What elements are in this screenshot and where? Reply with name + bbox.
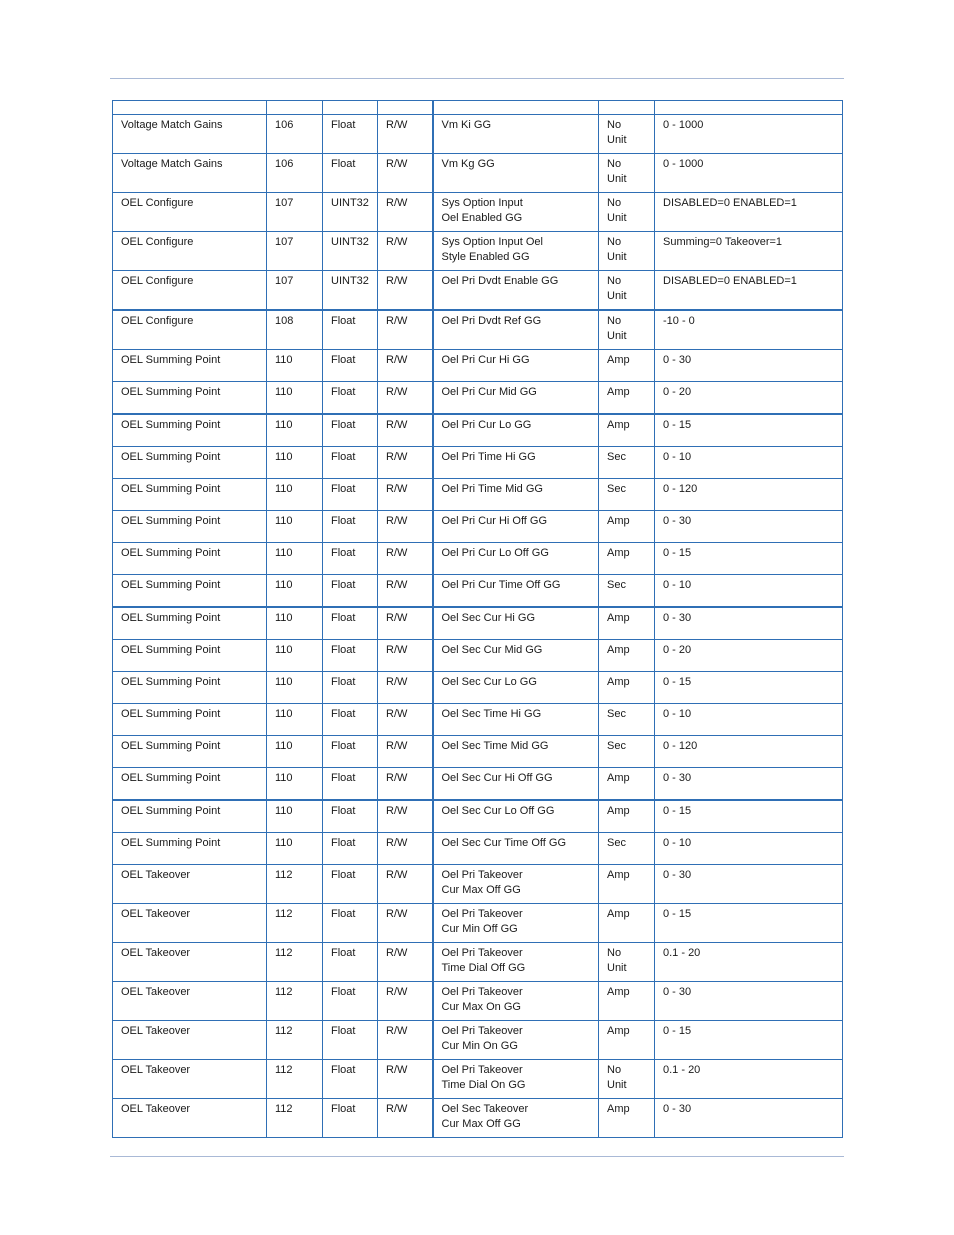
cell-unit: Sec — [599, 704, 655, 736]
table-row — [113, 271, 843, 311]
cell-range: 0 - 30 — [655, 511, 843, 543]
table-row — [113, 232, 843, 271]
table-row — [113, 982, 843, 1021]
cell-unit: Sec — [599, 479, 655, 511]
cell-access: R/W — [378, 943, 433, 982]
table-row — [113, 154, 843, 193]
table-row — [113, 511, 843, 543]
cell-access: R/W — [378, 154, 433, 193]
cell-group: OEL Takeover — [113, 865, 267, 904]
cell-type: Float — [323, 736, 378, 768]
cell-range: 0 - 30 — [655, 607, 843, 640]
cell-parameter: Vm Kg GG — [433, 154, 599, 193]
cell-type: Float — [323, 800, 378, 833]
cell-register: 110 — [267, 382, 323, 415]
cell-group: OEL Configure — [113, 232, 267, 271]
cell-parameter: Oel Pri Takeover Cur Max On GG — [433, 982, 599, 1021]
cell-parameter: Oel Sec Time Mid GG — [433, 736, 599, 768]
cell-type: Float — [323, 672, 378, 704]
cell-unit: No Unit — [599, 193, 655, 232]
footer-rule — [110, 1156, 844, 1157]
cell-access: R/W — [378, 543, 433, 575]
cell-unit: Amp — [599, 982, 655, 1021]
cell-parameter: Sys Option Input Oel Style Enabled GG — [433, 232, 599, 271]
cell-access: R/W — [378, 672, 433, 704]
cell-type: Float — [323, 543, 378, 575]
cell-range: 0 - 15 — [655, 543, 843, 575]
cell-range: 0 - 15 — [655, 414, 843, 447]
cell-range: DISABLED=0 ENABLED=1 — [655, 271, 843, 311]
cell-range: 0 - 30 — [655, 865, 843, 904]
cell-unit: Amp — [599, 768, 655, 801]
table-row — [113, 1021, 843, 1060]
table-body — [113, 115, 843, 1138]
cell-access: R/W — [378, 193, 433, 232]
cell-range: 0 - 30 — [655, 1099, 843, 1138]
cell-access: R/W — [378, 736, 433, 768]
table-row — [113, 833, 843, 865]
cell-range: 0 - 15 — [655, 1021, 843, 1060]
table-row — [113, 543, 843, 575]
cell-group: OEL Configure — [113, 310, 267, 350]
cell-access: R/W — [378, 310, 433, 350]
cell-access: R/W — [378, 865, 433, 904]
table-row — [113, 672, 843, 704]
cell-access: R/W — [378, 511, 433, 543]
cell-access: R/W — [378, 640, 433, 672]
cell-unit: No Unit — [599, 232, 655, 271]
cell-parameter: Oel Sec Cur Lo Off GG — [433, 800, 599, 833]
cell-unit: Amp — [599, 607, 655, 640]
cell-type: Float — [323, 607, 378, 640]
cell-register: 110 — [267, 833, 323, 865]
cell-access: R/W — [378, 479, 433, 511]
cell-range: 0.1 - 20 — [655, 1060, 843, 1099]
cell-unit: Sec — [599, 447, 655, 479]
cell-unit: Amp — [599, 1021, 655, 1060]
cell-parameter: Oel Pri Time Hi GG — [433, 447, 599, 479]
cell-register: 110 — [267, 672, 323, 704]
cell-parameter: Oel Sec Cur Time Off GG — [433, 833, 599, 865]
cell-type: Float — [323, 904, 378, 943]
cell-unit: Amp — [599, 672, 655, 704]
cell-unit: Sec — [599, 575, 655, 608]
cell-range: Summing=0 Takeover=1 — [655, 232, 843, 271]
cell-unit: No Unit — [599, 115, 655, 154]
cell-unit: Amp — [599, 904, 655, 943]
table-row — [113, 736, 843, 768]
cell-type: Float — [323, 511, 378, 543]
cell-register: 110 — [267, 414, 323, 447]
table-row — [113, 447, 843, 479]
table-row — [113, 382, 843, 415]
cell-parameter: Oel Pri Cur Lo Off GG — [433, 543, 599, 575]
cell-group: OEL Takeover — [113, 1060, 267, 1099]
cell-parameter: Sys Option Input Oel Enabled GG — [433, 193, 599, 232]
cell-group: OEL Summing Point — [113, 414, 267, 447]
cell-unit: Amp — [599, 414, 655, 447]
table-row — [113, 943, 843, 982]
cell-parameter: Oel Sec Cur Mid GG — [433, 640, 599, 672]
cell-range: 0 - 20 — [655, 640, 843, 672]
cell-range: 0 - 20 — [655, 382, 843, 415]
cell-parameter: Oel Pri Takeover Cur Max Off GG — [433, 865, 599, 904]
cell-range: 0 - 15 — [655, 904, 843, 943]
table-row — [113, 414, 843, 447]
cell-range: 0 - 1000 — [655, 154, 843, 193]
cell-access: R/W — [378, 833, 433, 865]
cell-type: Float — [323, 833, 378, 865]
cell-range: 0 - 10 — [655, 447, 843, 479]
cell-group: OEL Takeover — [113, 982, 267, 1021]
cell-register: 110 — [267, 575, 323, 608]
cell-register: 112 — [267, 943, 323, 982]
cell-unit: Sec — [599, 736, 655, 768]
cell-unit: No Unit — [599, 943, 655, 982]
table-row — [113, 193, 843, 232]
cell-type: Float — [323, 1021, 378, 1060]
table-row — [113, 768, 843, 801]
cell-range: 0 - 30 — [655, 768, 843, 801]
cell-group: OEL Summing Point — [113, 479, 267, 511]
cell-parameter: Oel Pri Cur Hi Off GG — [433, 511, 599, 543]
cell-parameter: Oel Pri Dvdt Ref GG — [433, 310, 599, 350]
cell-parameter: Oel Pri Time Mid GG — [433, 479, 599, 511]
table-row — [113, 865, 843, 904]
cell-type: UINT32 — [323, 232, 378, 271]
cell-group: OEL Summing Point — [113, 640, 267, 672]
cell-parameter: Oel Pri Cur Lo GG — [433, 414, 599, 447]
cell-parameter: Oel Pri Takeover Time Dial Off GG — [433, 943, 599, 982]
header-cell-group — [113, 101, 267, 115]
cell-register: 110 — [267, 479, 323, 511]
cell-group: OEL Takeover — [113, 904, 267, 943]
cell-register: 110 — [267, 768, 323, 801]
cell-unit: Amp — [599, 1099, 655, 1138]
cell-group: OEL Summing Point — [113, 350, 267, 382]
header-cell-range — [655, 101, 843, 115]
modbus-register-table — [112, 100, 843, 1138]
header-cell-unit — [599, 101, 655, 115]
table-row — [113, 115, 843, 154]
table-row — [113, 575, 843, 608]
cell-group: OEL Summing Point — [113, 736, 267, 768]
cell-register: 110 — [267, 350, 323, 382]
cell-group: OEL Summing Point — [113, 575, 267, 608]
table-row — [113, 1060, 843, 1099]
cell-type: Float — [323, 943, 378, 982]
table-row — [113, 800, 843, 833]
header-cell-type — [323, 101, 378, 115]
cell-range: 0 - 15 — [655, 800, 843, 833]
cell-range: 0 - 10 — [655, 704, 843, 736]
cell-access: R/W — [378, 232, 433, 271]
cell-type: Float — [323, 640, 378, 672]
header-cell-register — [267, 101, 323, 115]
cell-register: 110 — [267, 447, 323, 479]
cell-register: 112 — [267, 1021, 323, 1060]
table-row — [113, 479, 843, 511]
cell-range: 0 - 120 — [655, 736, 843, 768]
cell-register: 110 — [267, 607, 323, 640]
cell-type: Float — [323, 982, 378, 1021]
cell-type: Float — [323, 154, 378, 193]
cell-parameter: Oel Pri Takeover Cur Min Off GG — [433, 904, 599, 943]
cell-parameter: Oel Pri Dvdt Enable GG — [433, 271, 599, 311]
cell-group: OEL Summing Point — [113, 382, 267, 415]
table-row — [113, 640, 843, 672]
cell-parameter: Vm Ki GG — [433, 115, 599, 154]
cell-parameter: Oel Pri Takeover Time Dial On GG — [433, 1060, 599, 1099]
cell-access: R/W — [378, 607, 433, 640]
cell-group: OEL Summing Point — [113, 447, 267, 479]
cell-range: 0 - 30 — [655, 982, 843, 1021]
cell-register: 112 — [267, 1099, 323, 1138]
cell-group: OEL Summing Point — [113, 672, 267, 704]
cell-type: Float — [323, 350, 378, 382]
cell-unit: Amp — [599, 640, 655, 672]
cell-register: 110 — [267, 800, 323, 833]
cell-register: 112 — [267, 1060, 323, 1099]
cell-group: OEL Summing Point — [113, 511, 267, 543]
cell-type: Float — [323, 1060, 378, 1099]
cell-group: OEL Configure — [113, 193, 267, 232]
cell-unit: Amp — [599, 350, 655, 382]
cell-group: Voltage Match Gains — [113, 154, 267, 193]
table-header-row — [113, 101, 843, 115]
header-cell-access — [378, 101, 433, 115]
cell-parameter: Oel Sec Cur Lo GG — [433, 672, 599, 704]
cell-group: Voltage Match Gains — [113, 115, 267, 154]
cell-register: 112 — [267, 904, 323, 943]
cell-range: -10 - 0 — [655, 310, 843, 350]
cell-access: R/W — [378, 768, 433, 801]
cell-register: 106 — [267, 115, 323, 154]
cell-register: 110 — [267, 543, 323, 575]
cell-parameter: Oel Pri Cur Mid GG — [433, 382, 599, 415]
cell-register: 107 — [267, 232, 323, 271]
cell-register: 106 — [267, 154, 323, 193]
cell-register: 112 — [267, 982, 323, 1021]
cell-type: Float — [323, 865, 378, 904]
cell-parameter: Oel Pri Takeover Cur Min On GG — [433, 1021, 599, 1060]
cell-type: UINT32 — [323, 271, 378, 311]
cell-unit: Amp — [599, 865, 655, 904]
table-row — [113, 607, 843, 640]
cell-parameter: Oel Sec Time Hi GG — [433, 704, 599, 736]
cell-group: OEL Summing Point — [113, 607, 267, 640]
cell-unit: Amp — [599, 511, 655, 543]
cell-type: Float — [323, 479, 378, 511]
header-rule — [110, 78, 844, 79]
cell-access: R/W — [378, 1099, 433, 1138]
cell-group: OEL Summing Point — [113, 800, 267, 833]
cell-access: R/W — [378, 115, 433, 154]
cell-range: 0 - 30 — [655, 350, 843, 382]
cell-unit: Sec — [599, 833, 655, 865]
cell-group: OEL Summing Point — [113, 768, 267, 801]
table-row — [113, 350, 843, 382]
cell-type: Float — [323, 768, 378, 801]
cell-range: 0 - 10 — [655, 833, 843, 865]
cell-access: R/W — [378, 1021, 433, 1060]
cell-access: R/W — [378, 271, 433, 311]
cell-range: 0 - 15 — [655, 672, 843, 704]
cell-type: Float — [323, 704, 378, 736]
cell-range: 0 - 1000 — [655, 115, 843, 154]
table-row — [113, 310, 843, 350]
cell-register: 107 — [267, 193, 323, 232]
cell-access: R/W — [378, 575, 433, 608]
cell-range: 0 - 10 — [655, 575, 843, 608]
cell-register: 110 — [267, 640, 323, 672]
table-row — [113, 704, 843, 736]
cell-parameter: Oel Sec Cur Hi GG — [433, 607, 599, 640]
cell-group: OEL Summing Point — [113, 543, 267, 575]
cell-group: OEL Takeover — [113, 1099, 267, 1138]
cell-range: 0 - 120 — [655, 479, 843, 511]
cell-unit: Amp — [599, 800, 655, 833]
cell-register: 110 — [267, 511, 323, 543]
cell-unit: No Unit — [599, 271, 655, 311]
cell-register: 110 — [267, 704, 323, 736]
cell-type: UINT32 — [323, 193, 378, 232]
table-row — [113, 904, 843, 943]
cell-register: 112 — [267, 865, 323, 904]
cell-access: R/W — [378, 447, 433, 479]
cell-group: OEL Configure — [113, 271, 267, 311]
cell-access: R/W — [378, 382, 433, 415]
header-cell-parameter — [433, 101, 599, 115]
cell-type: Float — [323, 414, 378, 447]
cell-parameter: Oel Pri Cur Time Off GG — [433, 575, 599, 608]
cell-register: 110 — [267, 736, 323, 768]
cell-access: R/W — [378, 800, 433, 833]
cell-group: OEL Takeover — [113, 1021, 267, 1060]
cell-parameter: Oel Pri Cur Hi GG — [433, 350, 599, 382]
cell-access: R/W — [378, 414, 433, 447]
cell-range: DISABLED=0 ENABLED=1 — [655, 193, 843, 232]
cell-access: R/W — [378, 904, 433, 943]
cell-unit: Amp — [599, 382, 655, 415]
cell-access: R/W — [378, 350, 433, 382]
cell-parameter: Oel Sec Takeover Cur Max Off GG — [433, 1099, 599, 1138]
cell-parameter: Oel Sec Cur Hi Off GG — [433, 768, 599, 801]
cell-unit: No Unit — [599, 310, 655, 350]
cell-group: OEL Summing Point — [113, 833, 267, 865]
cell-register: 108 — [267, 310, 323, 350]
table-row — [113, 1099, 843, 1138]
cell-type: Float — [323, 310, 378, 350]
cell-type: Float — [323, 1099, 378, 1138]
cell-register: 107 — [267, 271, 323, 311]
cell-type: Float — [323, 382, 378, 415]
cell-access: R/W — [378, 982, 433, 1021]
cell-type: Float — [323, 115, 378, 154]
cell-group: OEL Takeover — [113, 943, 267, 982]
cell-unit: Amp — [599, 543, 655, 575]
cell-access: R/W — [378, 704, 433, 736]
cell-type: Float — [323, 575, 378, 608]
cell-unit: No Unit — [599, 154, 655, 193]
cell-range: 0.1 - 20 — [655, 943, 843, 982]
cell-unit: No Unit — [599, 1060, 655, 1099]
cell-access: R/W — [378, 1060, 433, 1099]
cell-group: OEL Summing Point — [113, 704, 267, 736]
cell-type: Float — [323, 447, 378, 479]
